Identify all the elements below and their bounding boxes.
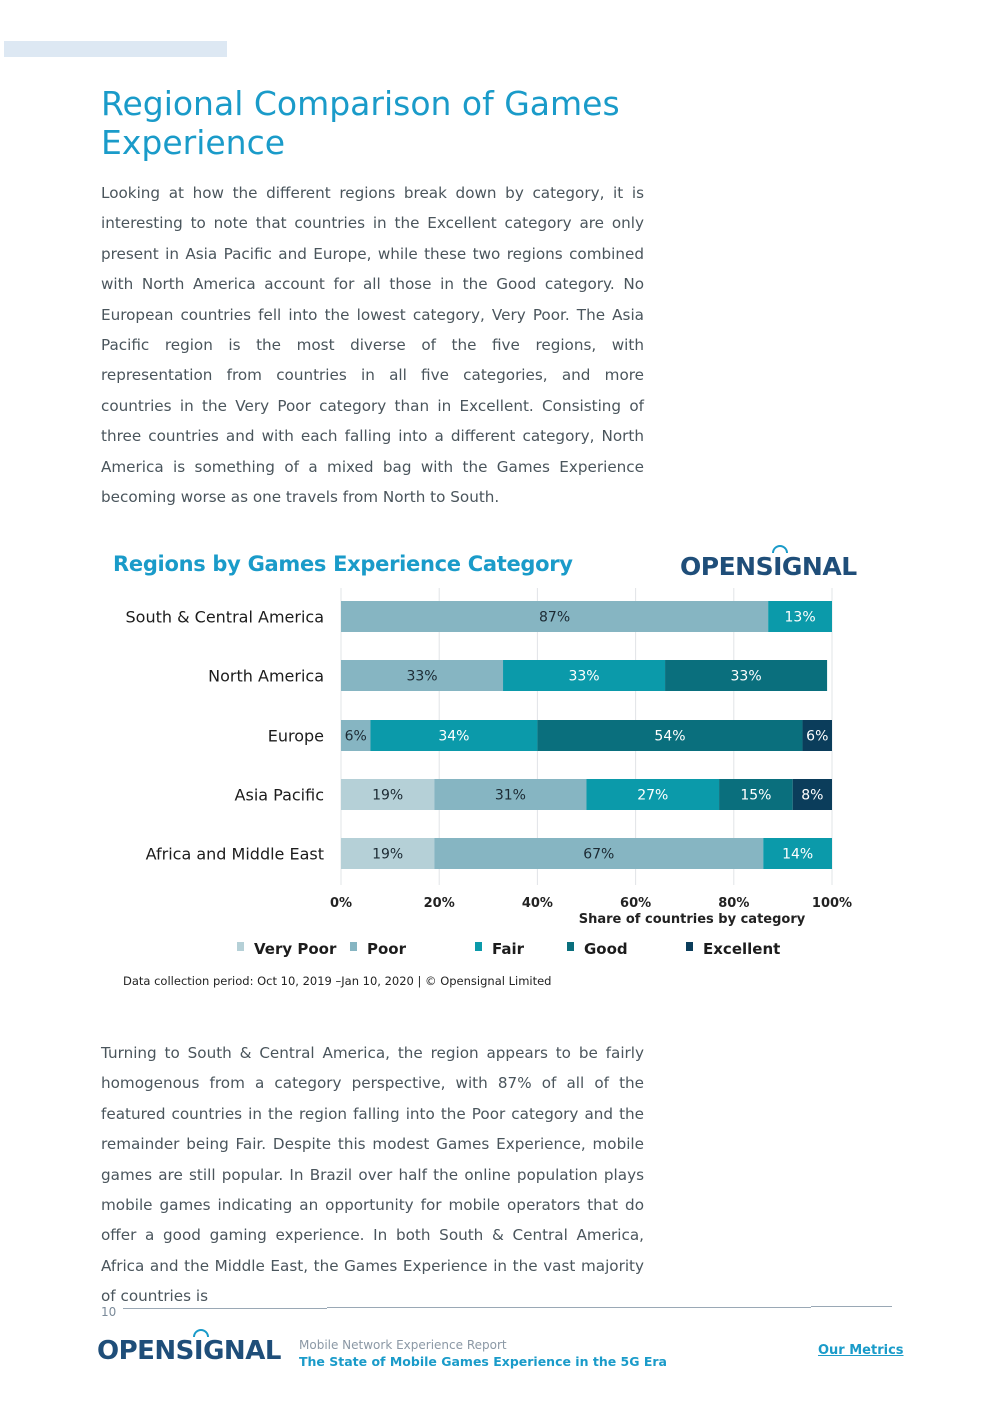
- data-label: 15%: [740, 787, 772, 804]
- data-label: 19%: [372, 787, 404, 804]
- legend-swatch: [350, 942, 357, 951]
- logo-text-signal: I: [773, 552, 782, 581]
- category-label: Asia Pacific: [234, 785, 324, 805]
- intro-paragraph: Looking at how the different regions break down by category, it is interesting to note that countries in the Excellent category are only present in Asia Pacific and Europe, while these two regions combined with North America account for all those in the Good category. No European countries fell into the lowest category, Very Poor. The Asia Pacific region is the most diverse of the five regions, with representation from countries in all five categories, and more countries in the Very Poor category than in Excellent. Consisting of three countries and with each falling into a different category, North America is something of a mixed bag with the Games Experience becoming worse as one travels from North to South.: [101, 184, 644, 507]
- category-label: Europe: [267, 726, 324, 746]
- our-metrics-link[interactable]: Our Metrics: [818, 1343, 904, 1358]
- data-label: 6%: [344, 728, 367, 745]
- footer-logo-text-end: GNAL: [203, 1336, 281, 1366]
- data-label: 87%: [539, 609, 571, 626]
- data-label: 8%: [801, 787, 824, 804]
- x-tick-label: 40%: [521, 896, 553, 911]
- footer-rule-left: [123, 1308, 327, 1309]
- data-label: 6%: [806, 728, 829, 745]
- data-label: 19%: [372, 846, 404, 863]
- data-label: 14%: [782, 846, 814, 863]
- footer-rule-right: [811, 1306, 892, 1307]
- footer-report-line: Mobile Network Experience Report: [299, 1338, 507, 1352]
- footer-logo: [97, 1336, 281, 1366]
- legend-label: Very Poor: [254, 940, 337, 958]
- legend-swatch: [237, 942, 244, 951]
- category-label: South & Central America: [125, 607, 324, 627]
- footer-report-title: The State of Mobile Games Experience in the 5G Era: [299, 1354, 667, 1369]
- legend-label: Poor: [367, 940, 407, 958]
- data-label: 54%: [654, 728, 686, 745]
- category-label: North America: [208, 666, 324, 686]
- legend-swatch: [567, 942, 574, 951]
- legend-swatch: [686, 942, 693, 951]
- data-label: 33%: [406, 668, 438, 685]
- legend-swatch: [475, 942, 482, 951]
- footer-logo-text-signal: I: [193, 1336, 204, 1366]
- data-label: 33%: [568, 668, 600, 685]
- x-tick-label: 0%: [329, 896, 353, 911]
- data-collection-note: Data collection period: Oct 10, 2019 –Jan 10, 2020 | © Opensignal Limited: [123, 974, 552, 988]
- footer-rule-middle: [327, 1307, 811, 1308]
- x-tick-label: 60%: [620, 896, 652, 911]
- data-label: 13%: [784, 609, 816, 626]
- x-axis-title: Share of countries by category: [578, 912, 806, 927]
- legend-label: Good: [584, 940, 628, 958]
- data-label: 67%: [583, 846, 615, 863]
- footer-logo-text-start: OPENS: [97, 1336, 194, 1366]
- second-paragraph: Turning to South & Central America, the region appears to be fairly homogenous from a category perspective, with 87% of all of the featured countries in the region falling into the Poor category and the remainder being Fair. Despite this modest Games Experience, mobile games are still popular. In Brazil over half the online population plays mobile games indicating an opportunity for mobile operators that do offer a good gaming experience. In both South & Central America, Africa and the Middle East, the Games Experience in the vast majority of countries is: [101, 1044, 644, 1306]
- data-label: 27%: [637, 787, 669, 804]
- page-title: Regional Comparison of Games Experience: [101, 84, 620, 162]
- x-tick-label: 80%: [718, 896, 750, 911]
- page-number: 10: [101, 1305, 117, 1319]
- category-label: Africa and Middle East: [145, 844, 324, 864]
- data-label: 33%: [730, 668, 762, 685]
- x-tick-label: 20%: [423, 896, 455, 911]
- x-tick-label: 100%: [811, 896, 853, 911]
- data-label: 34%: [438, 728, 470, 745]
- logo-text-end: GNAL: [781, 552, 857, 581]
- chart-title: Regions by Games Experience Category: [113, 552, 573, 576]
- data-label: 31%: [494, 787, 526, 804]
- logo-text-start: OPENS: [680, 552, 774, 581]
- legend-label: Fair: [492, 940, 525, 958]
- legend-label: Excellent: [703, 940, 781, 958]
